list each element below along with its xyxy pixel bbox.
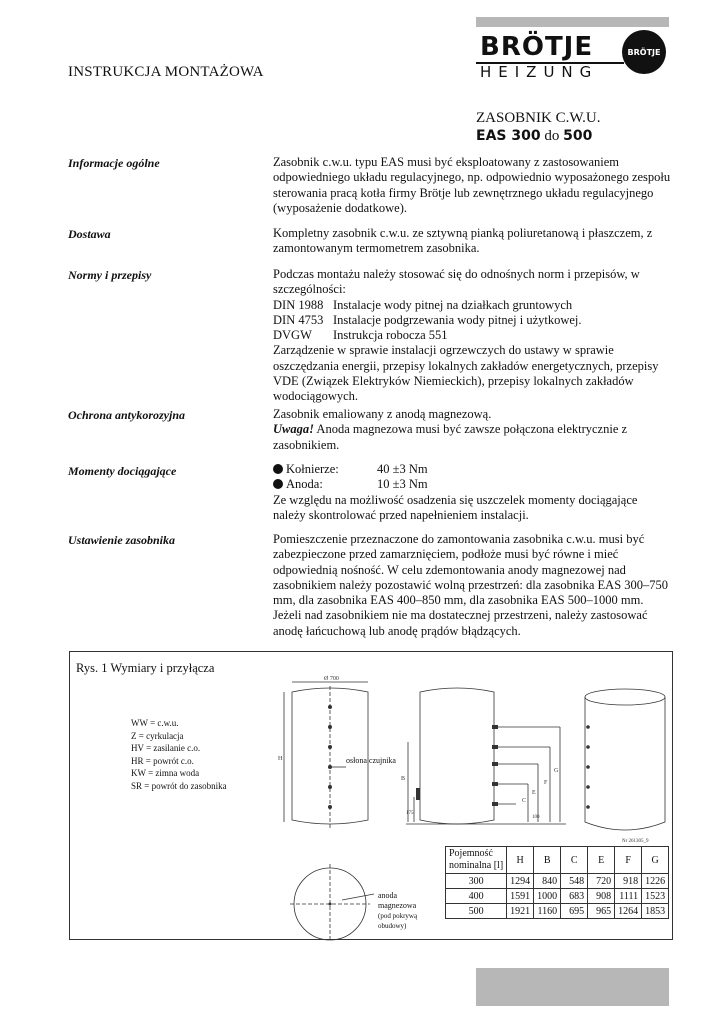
section-label-placement: Ustawienie zasobnika bbox=[68, 533, 176, 547]
table-header-cell: E bbox=[588, 847, 615, 874]
section-body-corrosion bbox=[273, 407, 673, 453]
connection-pipe bbox=[492, 762, 498, 766]
table-cell-capacity: 400 bbox=[446, 889, 507, 904]
drain-valve bbox=[416, 788, 420, 800]
perspective-stub bbox=[586, 745, 590, 749]
logo-badge bbox=[622, 30, 666, 74]
table-cell: 1523 bbox=[642, 889, 669, 904]
table-cell: 1853 bbox=[642, 904, 669, 919]
table-cell: 1591 bbox=[507, 889, 534, 904]
section-body-delivery bbox=[273, 226, 673, 257]
table-cell: 918 bbox=[615, 874, 642, 889]
norms-outro: Zarządzenie w sprawie instalacji ogrzewczych do ustawy w sprawie oszczędzania energii, przepisy lokalnych zakładów energetycznych, przepisy VDE (Związek Elektryków Niemieckich), przepisy lokalnych zakładów wodociągowych. bbox=[273, 343, 659, 404]
torque-value: 10 ±3 Nm bbox=[377, 477, 428, 492]
table-header-cell: C bbox=[561, 847, 588, 874]
section-label-delivery: Dostawa bbox=[68, 227, 111, 241]
section-label-general: Informacje ogólne bbox=[68, 156, 160, 170]
section-label-norms: Normy i przepisy bbox=[68, 268, 152, 282]
anode-leader bbox=[342, 894, 374, 900]
table-cell-capacity: 300 bbox=[446, 874, 507, 889]
dim-label-small2: 100 bbox=[532, 815, 540, 820]
legend-item: KW = zimna woda bbox=[131, 768, 200, 779]
table-row bbox=[446, 889, 669, 904]
legend-item: HR = powrót c.o. bbox=[131, 755, 194, 766]
product-models bbox=[476, 127, 600, 145]
table-header-cell: G bbox=[642, 847, 669, 874]
table-cell: 908 bbox=[588, 889, 615, 904]
sensor-label: osłona czujnika bbox=[346, 756, 396, 765]
anode-label-note: obudowy) bbox=[378, 922, 407, 930]
dim-label-c: C bbox=[522, 798, 527, 804]
dim-label-b: B bbox=[401, 776, 406, 782]
table-cell: 1160 bbox=[534, 904, 561, 919]
product-connector: do bbox=[540, 128, 564, 144]
document-title: INSTRUKCJA MONTAŻOWA bbox=[68, 64, 264, 80]
norm-code: DVGW bbox=[273, 328, 312, 343]
logo-badge-text: BRÖTJE bbox=[627, 47, 661, 57]
connection-pipe bbox=[492, 745, 498, 749]
warning-label: Uwaga! bbox=[273, 422, 314, 437]
table-cell: 1111 bbox=[615, 889, 642, 904]
corrosion-warning bbox=[273, 422, 673, 453]
connection-stub bbox=[328, 765, 332, 769]
section-body-torque bbox=[273, 462, 673, 523]
connection-pipe bbox=[492, 725, 498, 729]
logo-sub-text: HEIZUNG bbox=[480, 63, 599, 81]
section-body-placement bbox=[273, 532, 673, 639]
dimension-table bbox=[445, 846, 669, 919]
connection-pipe bbox=[492, 802, 498, 806]
connection-pipe bbox=[492, 782, 498, 786]
product-model-a: EAS 300 bbox=[476, 128, 541, 144]
table-cell: 1264 bbox=[615, 904, 642, 919]
figure-title: Rys. 1 Wymiary i przyłącza bbox=[76, 661, 215, 675]
product-line: ZASOBNIK C.W.U. bbox=[476, 110, 601, 126]
table-cell: 965 bbox=[588, 904, 615, 919]
bottom-decor-bar bbox=[476, 968, 669, 1006]
table-cell: 720 bbox=[588, 874, 615, 889]
dim-label-e: E bbox=[532, 790, 536, 796]
torque-name: Anoda: bbox=[286, 477, 323, 492]
section-text: Kompletny zasobnik c.w.u. ze sztywną pianką poliuretanową i płaszczem, z zamontowanym termometrem zasobnika. bbox=[273, 226, 653, 256]
brand-logo bbox=[470, 28, 670, 90]
table-header-capacity: Pojemność nominalna [l] bbox=[446, 847, 507, 874]
torque-note: Ze względu na możliwość osadzenia się uszczelek momenty dociągające należy skontrolować przed napełnieniem instalacji. bbox=[273, 492, 638, 522]
top-decor-bar bbox=[476, 17, 669, 27]
connection-stub bbox=[328, 725, 332, 729]
anode-label: anoda bbox=[378, 891, 398, 900]
product-model-b: 500 bbox=[563, 128, 593, 144]
table-header-cell: B bbox=[534, 847, 561, 874]
torque-value: 40 ±3 Nm bbox=[377, 462, 428, 476]
norm-code: DIN 1988 bbox=[273, 297, 324, 312]
section-text: Zasobnik c.w.u. typu EAS musi być eksploatowany z zastosowaniem odpowiedniego układu regulacyjnego, np. odpowiednio wyposażonego zespołu sterowania pracą kotła firmy Brötje lub zewnętrznego układu regulacyjnego (wyposażenie dodatkowe). bbox=[273, 155, 671, 215]
product-heading bbox=[476, 109, 600, 145]
table-cell: 548 bbox=[561, 874, 588, 889]
table-cell: 1000 bbox=[534, 889, 561, 904]
bullet-icon bbox=[273, 479, 283, 489]
legend-item: SR = powrót do zasobnika bbox=[131, 780, 227, 791]
table-cell: 1226 bbox=[642, 874, 669, 889]
perspective-tank-top bbox=[585, 689, 665, 705]
dim-label-h: H bbox=[278, 756, 283, 762]
dim-label-top: Ø 700 bbox=[324, 676, 339, 682]
norms-intro: Podczas montażu należy stosować się do odnośnych norm i przepisów, w szczególności: bbox=[273, 267, 640, 297]
perspective-stub bbox=[586, 785, 590, 789]
norm-desc: Instrukcja robocza 551 bbox=[333, 328, 448, 343]
dim-label-small1: 175 bbox=[406, 811, 414, 816]
table-row bbox=[446, 904, 669, 919]
norm-code: DIN 4753 bbox=[273, 312, 324, 327]
connection-stub bbox=[328, 745, 332, 749]
connection-stub bbox=[328, 705, 332, 709]
norm-desc: Instalacje wody pitnej na działkach gruntowych bbox=[333, 297, 573, 312]
table-cell: 1294 bbox=[507, 874, 534, 889]
top-view-anode bbox=[329, 903, 332, 906]
norm-item bbox=[273, 328, 673, 343]
section-body-general bbox=[273, 155, 673, 216]
logo-brand-text: BRÖTJE bbox=[480, 32, 594, 62]
figure-legend bbox=[131, 717, 227, 793]
drawing-code: Nr 261305_9 bbox=[622, 839, 649, 844]
section-text: Pomieszczenie przeznaczone do zamontowania zasobnika c.w.u. musi być zabezpieczone przed zamarznięciem, podłoże musi być równe i mieć odpowiednią nośność. W celu zdemontowania anody magnezowej nad zasobnikiem należy pozostawić wolną przestrzeń: dla zasobnika EAS 300–750 mm, dla zasobnika EAS 400–850 mm, dla zasobnika EAS 500–1000 mm. Jeżeli nad zasobnikiem nie ma dostatecznej przestrzeni, należy zastosować anodę łańcuchową lub anodę prądów błądzących. bbox=[273, 532, 669, 638]
table-cell: 695 bbox=[561, 904, 588, 919]
table-header-cell: H bbox=[507, 847, 534, 874]
table-cell-capacity: 500 bbox=[446, 904, 507, 919]
torque-name: Kołnierze: bbox=[286, 462, 339, 476]
torque-item bbox=[273, 477, 673, 492]
dim-label-f: F bbox=[544, 780, 548, 786]
perspective-stub bbox=[586, 805, 590, 809]
anode-label-note: (pod pokrywą bbox=[378, 912, 418, 920]
norm-item bbox=[273, 313, 673, 328]
perspective-tank-body bbox=[585, 697, 665, 830]
section-body-norms bbox=[273, 267, 673, 405]
table-header-row bbox=[446, 847, 669, 874]
norm-desc: Instalacje podgrzewania wody pitnej i użytkowej. bbox=[333, 312, 582, 327]
perspective-stub bbox=[586, 765, 590, 769]
connection-stub bbox=[328, 785, 332, 789]
section-label-torque: Momenty dociągające bbox=[68, 464, 177, 478]
legend-item: HV = zasilanie c.o. bbox=[131, 743, 201, 754]
corrosion-text: Zasobnik emaliowany z anodą magnezową. bbox=[273, 407, 492, 421]
table-cell: 1921 bbox=[507, 904, 534, 919]
table-row bbox=[446, 874, 669, 889]
legend-item: Z = cyrkulacja bbox=[131, 730, 184, 741]
table-header-cell: F bbox=[615, 847, 642, 874]
section-label-corrosion: Ochrona antykorozyjna bbox=[68, 408, 186, 422]
anode-label: magnezowa bbox=[378, 901, 417, 910]
table-cell: 683 bbox=[561, 889, 588, 904]
dim-label-g: G bbox=[554, 768, 559, 774]
torque-item bbox=[273, 462, 673, 477]
connection-stub bbox=[328, 805, 332, 809]
table-cell: 840 bbox=[534, 874, 561, 889]
perspective-stub bbox=[586, 725, 590, 729]
side-view-tank bbox=[420, 688, 494, 824]
warning-text: Anoda magnezowa musi być zawsze połączona elektrycznie z zasobnikiem. bbox=[273, 422, 628, 452]
bullet-icon bbox=[273, 464, 283, 474]
legend-item: WW = c.w.u. bbox=[131, 718, 179, 728]
norm-item bbox=[273, 298, 673, 313]
